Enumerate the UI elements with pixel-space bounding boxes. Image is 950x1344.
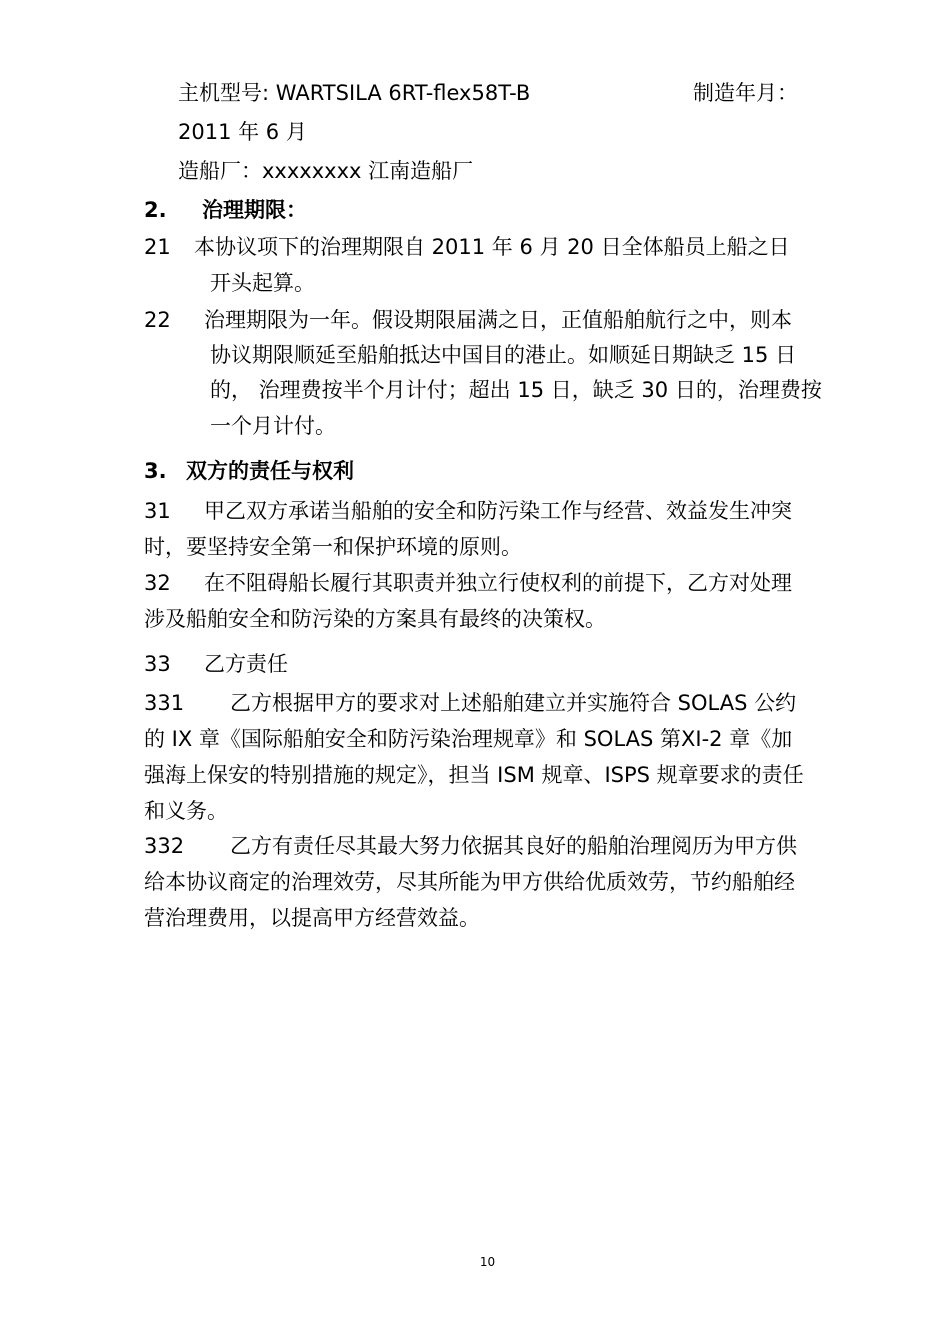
- shipyard: 造船厂：xxxxxxxx 江南造船厂: [178, 159, 474, 183]
- section-2-number: 2.: [144, 198, 167, 222]
- clause-21-number: 21: [144, 235, 171, 259]
- clause-31-line-2: 时，要坚持安全第一和保护环境的原则。: [144, 535, 522, 559]
- engine-model: 主机型号: WARTSILA 6RT-flex58T-B: [178, 81, 531, 105]
- clause-331-line-4: 和义务。: [144, 799, 228, 823]
- section-3-title: 双方的责任与权利: [186, 459, 354, 483]
- clause-22-line-3: 的， 治理费按半个月计付；超出 15 日，缺乏 30 日的，治理费按: [210, 378, 822, 402]
- manufacture-date: 2011 年 6 月: [178, 120, 307, 144]
- manufacture-date-label: 制造年月：: [693, 81, 798, 105]
- clause-331-number: 331: [144, 691, 185, 715]
- clause-32-line-2: 涉及船舶安全和防污染的方案具有最终的决策权。: [144, 607, 606, 631]
- clause-31-line-1: 甲乙双方承诺当船舶的安全和防污染工作与经营、效益发生冲突: [204, 499, 792, 523]
- clause-332-line-1: 乙方有责任尽其最大努力依据其良好的船舶治理阅历为甲方供: [230, 834, 797, 858]
- clause-33-number: 33: [144, 652, 171, 676]
- clause-22-line-4: 一个月计付。: [210, 414, 336, 438]
- clause-32-number: 32: [144, 571, 171, 595]
- clause-22-number: 22: [144, 308, 171, 332]
- clause-331-line-3: 强海上保安的特别措施的规定》，担当 ISM 规章、ISPS 规章要求的责任: [144, 763, 804, 787]
- page-number: 10: [479, 1255, 496, 1269]
- clause-331-line-1: 乙方根据甲方的要求对上述船舶建立并实施符合 SOLAS 公约: [230, 691, 797, 715]
- clause-332-number: 332: [144, 834, 185, 858]
- clause-22-line-1: 治理期限为一年。假设期限届满之日，正值船舶航行之中，则本: [204, 308, 792, 332]
- section-3-number: 3.: [144, 459, 167, 483]
- clause-21-line-1: 本协议项下的治理期限自 2011 年 6 月 20 日全体船员上船之日: [194, 235, 790, 259]
- clause-21-line-2: 开头起算。: [210, 271, 315, 295]
- section-2-title: 治理期限：: [202, 198, 307, 222]
- clause-31-number: 31: [144, 499, 171, 523]
- clause-332-line-2: 给本协议商定的治理效劳，尽其所能为甲方供给优质效劳，节约船舶经: [144, 870, 795, 894]
- clause-331-line-2: 的 IX 章《国际船舶安全和防污染治理规章》和 SOLAS 第XI-2 章《加: [144, 727, 793, 751]
- clause-332-line-3: 营治理费用，以提高甲方经营效益。: [144, 906, 480, 930]
- clause-22-line-2: 协议期限顺延至船舶抵达中国目的港止。如顺延日期缺乏 15 日: [210, 343, 797, 367]
- clause-33-title: 乙方责任: [204, 652, 288, 676]
- clause-32-line-1: 在不阻碍船长履行其职责并独立行使权利的前提下，乙方对处理: [204, 571, 792, 595]
